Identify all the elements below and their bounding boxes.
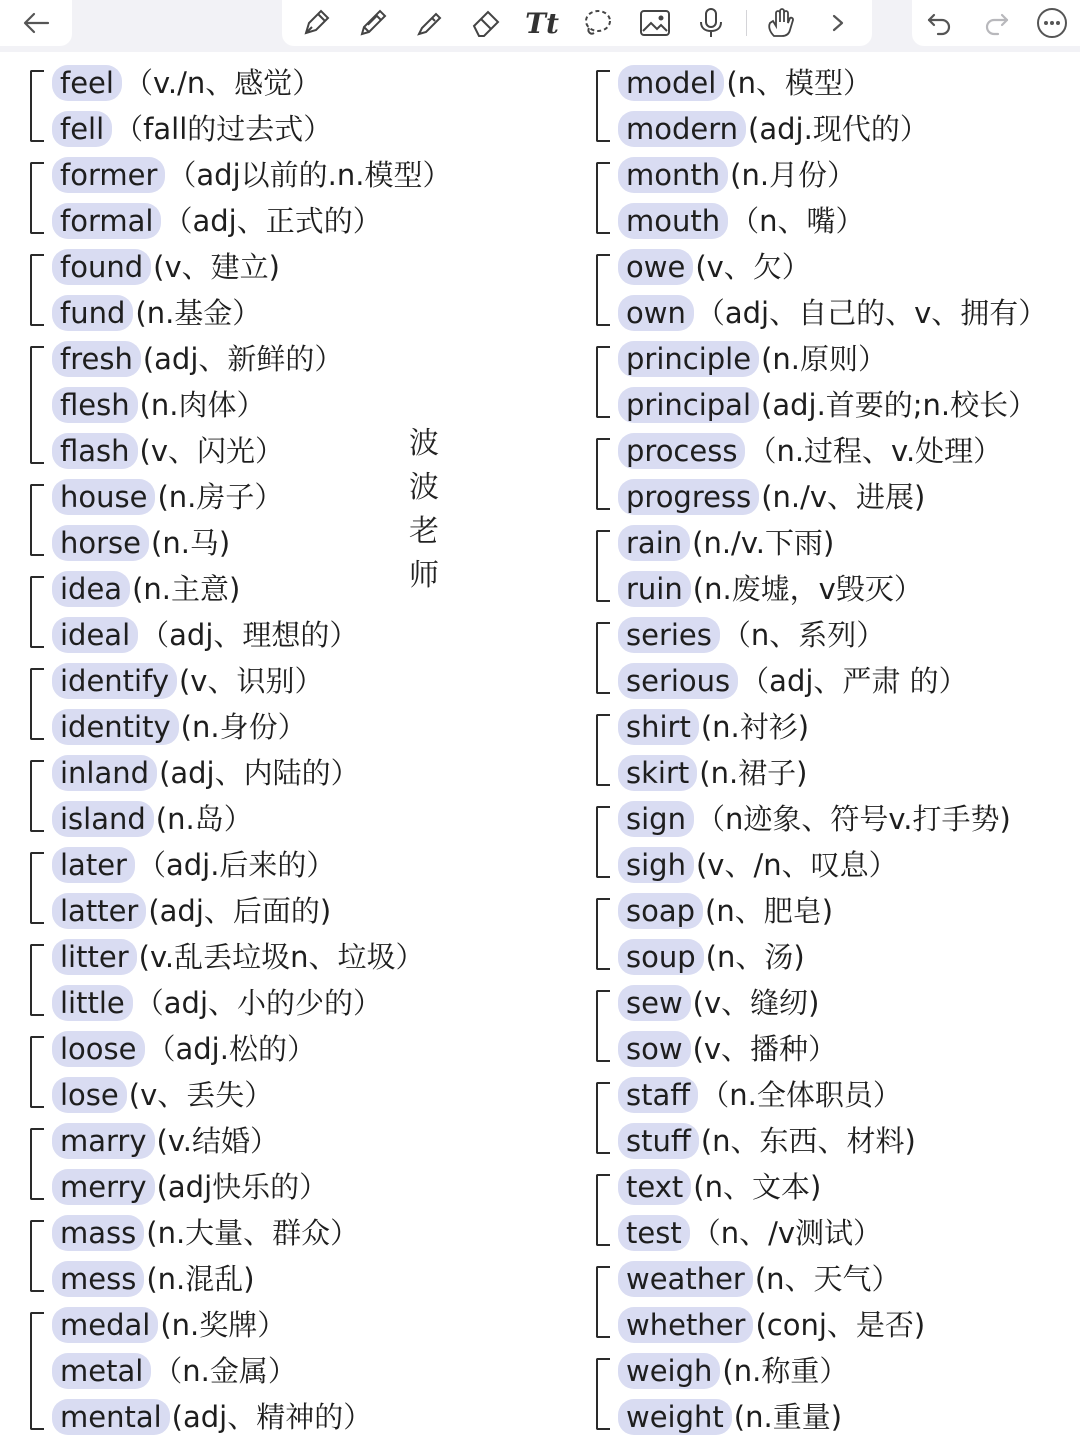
word-definition: (n.月份） [730,158,857,192]
highlighted-word: weigh [618,1353,720,1389]
word-definition: （n.金属） [153,1354,297,1388]
group-bracket [596,1082,610,1154]
word-definition: (adj、后面的) [148,894,332,928]
toolbar-separator [746,10,747,36]
highlighted-word: medal [52,1307,158,1343]
word-definition: （adj.松的） [146,1032,316,1066]
word-definition: (adj、内陆的） [159,756,360,790]
highlighted-word: stuff [618,1123,699,1159]
highlighted-word: sew [618,985,691,1021]
word-definition: （adj、理想的） [140,618,359,652]
word-entry [30,152,550,198]
highlighted-word: mess [52,1261,144,1297]
word-definition: (adj.现代的） [748,112,929,146]
highlighted-word: serious [618,663,738,699]
group-bracket [30,1312,44,1430]
highlighted-word: ruin [618,571,691,607]
eraser-tool[interactable] [464,3,508,43]
image-tool[interactable] [633,3,677,43]
word-group [596,1072,1076,1164]
group-bracket [30,852,44,924]
word-definition: (n、天气） [754,1262,901,1296]
word-definition: （n、/v测试） [691,1216,883,1250]
word-entry [596,842,1076,888]
chevron-right-icon [828,11,848,35]
word-definition: (n.房子） [157,480,284,514]
word-entry [30,1348,550,1394]
word-group [596,1164,1076,1256]
word-entry [596,1026,1076,1072]
word-definition: (n./v、进展) [761,480,926,514]
highlighted-word: horse [52,525,149,561]
word-definition: (n、文本) [693,1170,822,1204]
word-definition: (v.乱丢垃圾n、垃圾） [138,940,425,974]
word-group [30,336,550,474]
word-group [30,934,550,1026]
word-entry [596,336,1076,382]
highlighted-word: progress [618,479,759,515]
word-entry [30,198,550,244]
word-entry [30,566,550,612]
word-entry [596,60,1076,106]
signature-character: 波 [409,426,439,461]
group-bracket [596,806,610,878]
group-bracket [596,1358,610,1430]
highlighted-word: latter [52,893,146,929]
group-bracket [30,484,44,556]
word-definition: (n.肉体） [139,388,266,422]
highlighter-tool[interactable] [407,3,451,43]
word-entry [30,520,550,566]
word-definition: （adj、正式的） [163,204,382,238]
word-group [596,244,1076,336]
group-bracket [30,668,44,740]
highlighted-word: weight [618,1399,732,1435]
word-definition: (n./v.下雨) [692,526,835,560]
highlighted-word: series [618,617,720,653]
pencil-tool[interactable] [351,3,395,43]
lasso-icon [581,6,615,40]
undo-icon [925,10,955,36]
word-definition: （n、嘴） [730,204,865,238]
word-entry [596,1072,1076,1118]
highlighted-word: rain [618,525,690,561]
notes-column-right [596,60,1076,1440]
word-entry [30,336,550,382]
word-entry [596,428,1076,474]
word-definition: (n、模型） [726,66,873,100]
group-bracket [30,1128,44,1200]
word-entry [596,290,1076,336]
text-tool-label: Tt [525,6,559,40]
word-entry [596,750,1076,796]
highlighted-word: skirt [618,755,697,791]
highlighted-word: fresh [52,341,141,377]
highlighted-word: found [52,249,151,285]
word-entry [596,1256,1076,1302]
word-entry [30,704,550,750]
word-definition: (n.混乱) [146,1262,255,1296]
highlighted-word: fund [52,295,133,331]
word-definition: (n、东西、材料) [700,1124,916,1158]
word-definition: (v、丢失） [128,1078,274,1112]
highlighted-word: sign [618,801,694,837]
word-entry [596,520,1076,566]
word-group [596,60,1076,152]
word-group [30,1210,550,1302]
word-entry [596,1210,1076,1256]
word-definition: (adj、新鲜的） [142,342,344,376]
group-bracket [596,530,610,602]
word-definition: (v、缝纫) [692,986,820,1020]
word-entry [596,566,1076,612]
group-bracket [596,1174,610,1246]
text-tool[interactable] [520,3,564,43]
highlighted-word: modern [618,111,746,147]
word-group [596,152,1076,244]
eraser-icon [469,6,503,40]
word-entry [596,106,1076,152]
highlighted-word: metal [52,1353,151,1389]
word-definition: (adj.首要的;n.校长） [761,388,1038,422]
word-group [30,842,550,934]
highlighted-word: model [618,65,724,101]
word-group [596,336,1076,428]
group-bracket [30,346,44,464]
group-bracket [30,944,44,1016]
notes-column-left [30,60,550,1440]
word-group [596,888,1076,980]
word-entry [30,474,550,520]
word-entry [596,198,1076,244]
word-entry [30,1164,550,1210]
highlighted-word: litter [52,939,137,975]
toolbar [0,0,1080,52]
word-entry [596,980,1076,1026]
highlighted-word: little [52,985,133,1021]
toolbar-right-group [912,0,1080,46]
highlighted-word: shirt [618,709,699,745]
highlighted-word: later [52,847,135,883]
group-bracket [596,70,610,142]
word-entry [596,888,1076,934]
group-bracket [30,1036,44,1108]
lasso-tool[interactable] [576,3,620,43]
word-entry [30,244,550,290]
word-group [30,60,550,152]
highlighted-word: soap [618,893,703,929]
word-entry [596,382,1076,428]
highlighted-word: staff [618,1077,698,1113]
microphone-icon [694,6,728,40]
highlighted-word: own [618,295,694,331]
word-definition: (n.废墟，v毁灭） [692,572,923,606]
word-definition: (v、播种） [692,1032,838,1066]
word-entry [30,1394,550,1440]
signature-character: 波 [409,470,439,505]
word-entry [30,382,550,428]
word-definition: (n、肥皂) [705,894,834,928]
word-entry [30,290,550,336]
group-bracket [596,898,610,970]
word-group [30,1026,550,1118]
word-definition: （n迹象、符号v.打手势) [695,802,1011,836]
signature-character: 师 [409,558,439,593]
highlighted-word: identify [52,663,177,699]
highlighted-word: soup [618,939,704,975]
word-entry [596,612,1076,658]
word-entry [30,1256,550,1302]
highlighted-word: identity [52,709,179,745]
word-entry [30,842,550,888]
more-options-button[interactable] [1030,3,1074,43]
undo-button[interactable] [918,3,962,43]
back-button[interactable] [14,3,58,43]
word-entry [30,980,550,1026]
highlighted-word: house [52,479,155,515]
word-group [30,750,550,842]
highlighted-word: sigh [618,847,694,883]
word-entry [30,750,550,796]
highlighted-word: formal [52,203,161,239]
word-entry [596,1164,1076,1210]
highlighted-word: principle [618,341,759,377]
highlighted-word: month [618,157,728,193]
word-definition: （adj、自己的、v、拥有） [695,296,1048,330]
group-bracket [596,346,610,418]
word-group [596,428,1076,520]
highlighted-word: fell [52,111,112,147]
group-bracket [596,990,610,1062]
word-group [596,704,1076,796]
highlighted-word: flesh [52,387,138,423]
word-entry [596,1118,1076,1164]
highlighted-word: process [618,433,745,469]
more-options-icon [1035,6,1069,40]
word-definition: (v.结婚） [156,1124,279,1158]
word-entry [30,1072,550,1118]
word-definition: （adj、小的少的） [134,986,383,1020]
word-definition: （n.全体职员） [700,1078,902,1112]
word-entry [596,1394,1076,1440]
word-group [596,1256,1076,1348]
word-group [30,244,550,336]
group-bracket [596,254,610,326]
highlighted-word: marry [52,1123,155,1159]
word-group [596,520,1076,612]
highlighted-word: idea [52,571,130,607]
word-entry [30,60,550,106]
group-bracket [30,70,44,142]
word-definition: (v、闪光） [139,434,285,468]
word-group [30,658,550,750]
highlighted-word: principal [618,387,759,423]
word-definition: (n.奖牌） [160,1308,287,1342]
word-group [30,152,550,244]
word-group [30,566,550,658]
handwritten-signature [404,422,444,598]
highlighted-word: mental [52,1399,170,1435]
highlighted-word: ideal [52,617,138,653]
word-definition: (n.身份） [180,710,307,744]
highlighted-word: island [52,801,154,837]
highlighted-word: inland [52,755,157,791]
highlighted-word: test [618,1215,690,1251]
word-definition: (n.原则） [761,342,887,376]
word-definition: (adj快乐的） [156,1170,329,1204]
hand-draw-icon [764,6,798,40]
word-entry [30,428,550,474]
word-definition: (v、/n、叹息） [695,848,898,882]
word-entry [596,704,1076,750]
highlighted-word: flash [52,433,138,469]
word-definition: (n.称重） [722,1354,849,1388]
redo-button[interactable] [974,3,1018,43]
highlighted-word: loose [52,1031,145,1067]
word-entry [30,1026,550,1072]
word-entry [596,1348,1076,1394]
group-bracket [30,760,44,832]
word-group [30,474,550,566]
word-group [596,796,1076,888]
word-definition: （v./n、感觉） [123,66,322,100]
word-definition: (n.裙子) [699,756,808,790]
word-definition: （adj、严肃 的） [740,664,968,698]
word-definition: (n.衬衫) [700,710,810,744]
more-tools-button[interactable] [816,3,860,43]
word-group [30,1302,550,1440]
word-entry [596,658,1076,704]
fountain-pen-tool[interactable] [294,3,338,43]
word-definition: (n.主意) [132,572,241,606]
redo-icon [981,10,1011,36]
highlighter-icon [412,6,446,40]
highlighted-word: merry [52,1169,155,1205]
word-definition: (v、识别） [178,664,324,698]
highlighted-word: lose [52,1077,127,1113]
hand-draw-tool[interactable] [759,3,803,43]
word-entry [596,152,1076,198]
group-bracket [596,162,610,234]
word-definition: （n.过程、v.处理） [747,434,1003,468]
group-bracket [30,254,44,326]
word-entry [30,888,550,934]
group-bracket [596,438,610,510]
word-definition: (v、欠） [695,250,811,284]
word-definition: (n.岛） [155,802,253,836]
highlighted-word: owe [618,249,693,285]
word-definition: (n.大量、群众） [146,1216,360,1250]
highlighted-word: former [52,157,165,193]
highlighted-word: whether [618,1307,753,1343]
word-group [596,1348,1076,1440]
word-entry [30,1118,550,1164]
pencil-icon [356,6,390,40]
image-icon [638,6,672,40]
word-definition: (n、汤) [705,940,805,974]
word-definition: (n.马) [151,526,231,560]
highlighted-word: mass [52,1215,144,1251]
group-bracket [30,1220,44,1292]
word-definition: （fall的过去式） [114,112,333,146]
text-tool-icon [525,7,559,40]
word-entry [596,244,1076,290]
word-group [30,1118,550,1210]
word-entry [30,612,550,658]
group-bracket [596,714,610,786]
word-entry [30,1210,550,1256]
back-arrow-icon [21,11,51,35]
word-entry [596,1302,1076,1348]
word-group [596,612,1076,704]
word-entry [30,934,550,980]
word-definition: (conj、是否) [755,1308,926,1342]
group-bracket [596,622,610,694]
word-entry [30,106,550,152]
group-bracket [30,162,44,234]
highlighted-word: text [618,1169,691,1205]
word-definition: (n.基金） [135,296,262,330]
fountain-pen-icon [299,6,333,40]
word-definition: （n、系列） [721,618,886,652]
highlighted-word: weather [618,1261,753,1297]
group-bracket [596,1266,610,1338]
word-entry [596,474,1076,520]
signature-character: 老 [409,514,439,549]
toolbar-left-group [0,0,72,46]
word-entry [30,1302,550,1348]
word-entry [30,658,550,704]
word-definition: (v、建立) [153,250,280,284]
microphone-tool[interactable] [689,3,733,43]
word-entry [30,796,550,842]
drawing-tools [282,0,872,46]
word-group [596,980,1076,1072]
group-bracket [30,576,44,648]
word-definition: （adj以前的.n.模型） [167,158,452,192]
word-definition: (n.重量) [733,1400,843,1434]
word-entry [596,934,1076,980]
word-entry [596,796,1076,842]
highlighted-word: sow [618,1031,691,1067]
highlighted-word: feel [52,65,122,101]
word-definition: （adj.后来的） [136,848,336,882]
highlighted-word: mouth [618,203,728,239]
word-definition: (adj、精神的） [171,1400,373,1434]
